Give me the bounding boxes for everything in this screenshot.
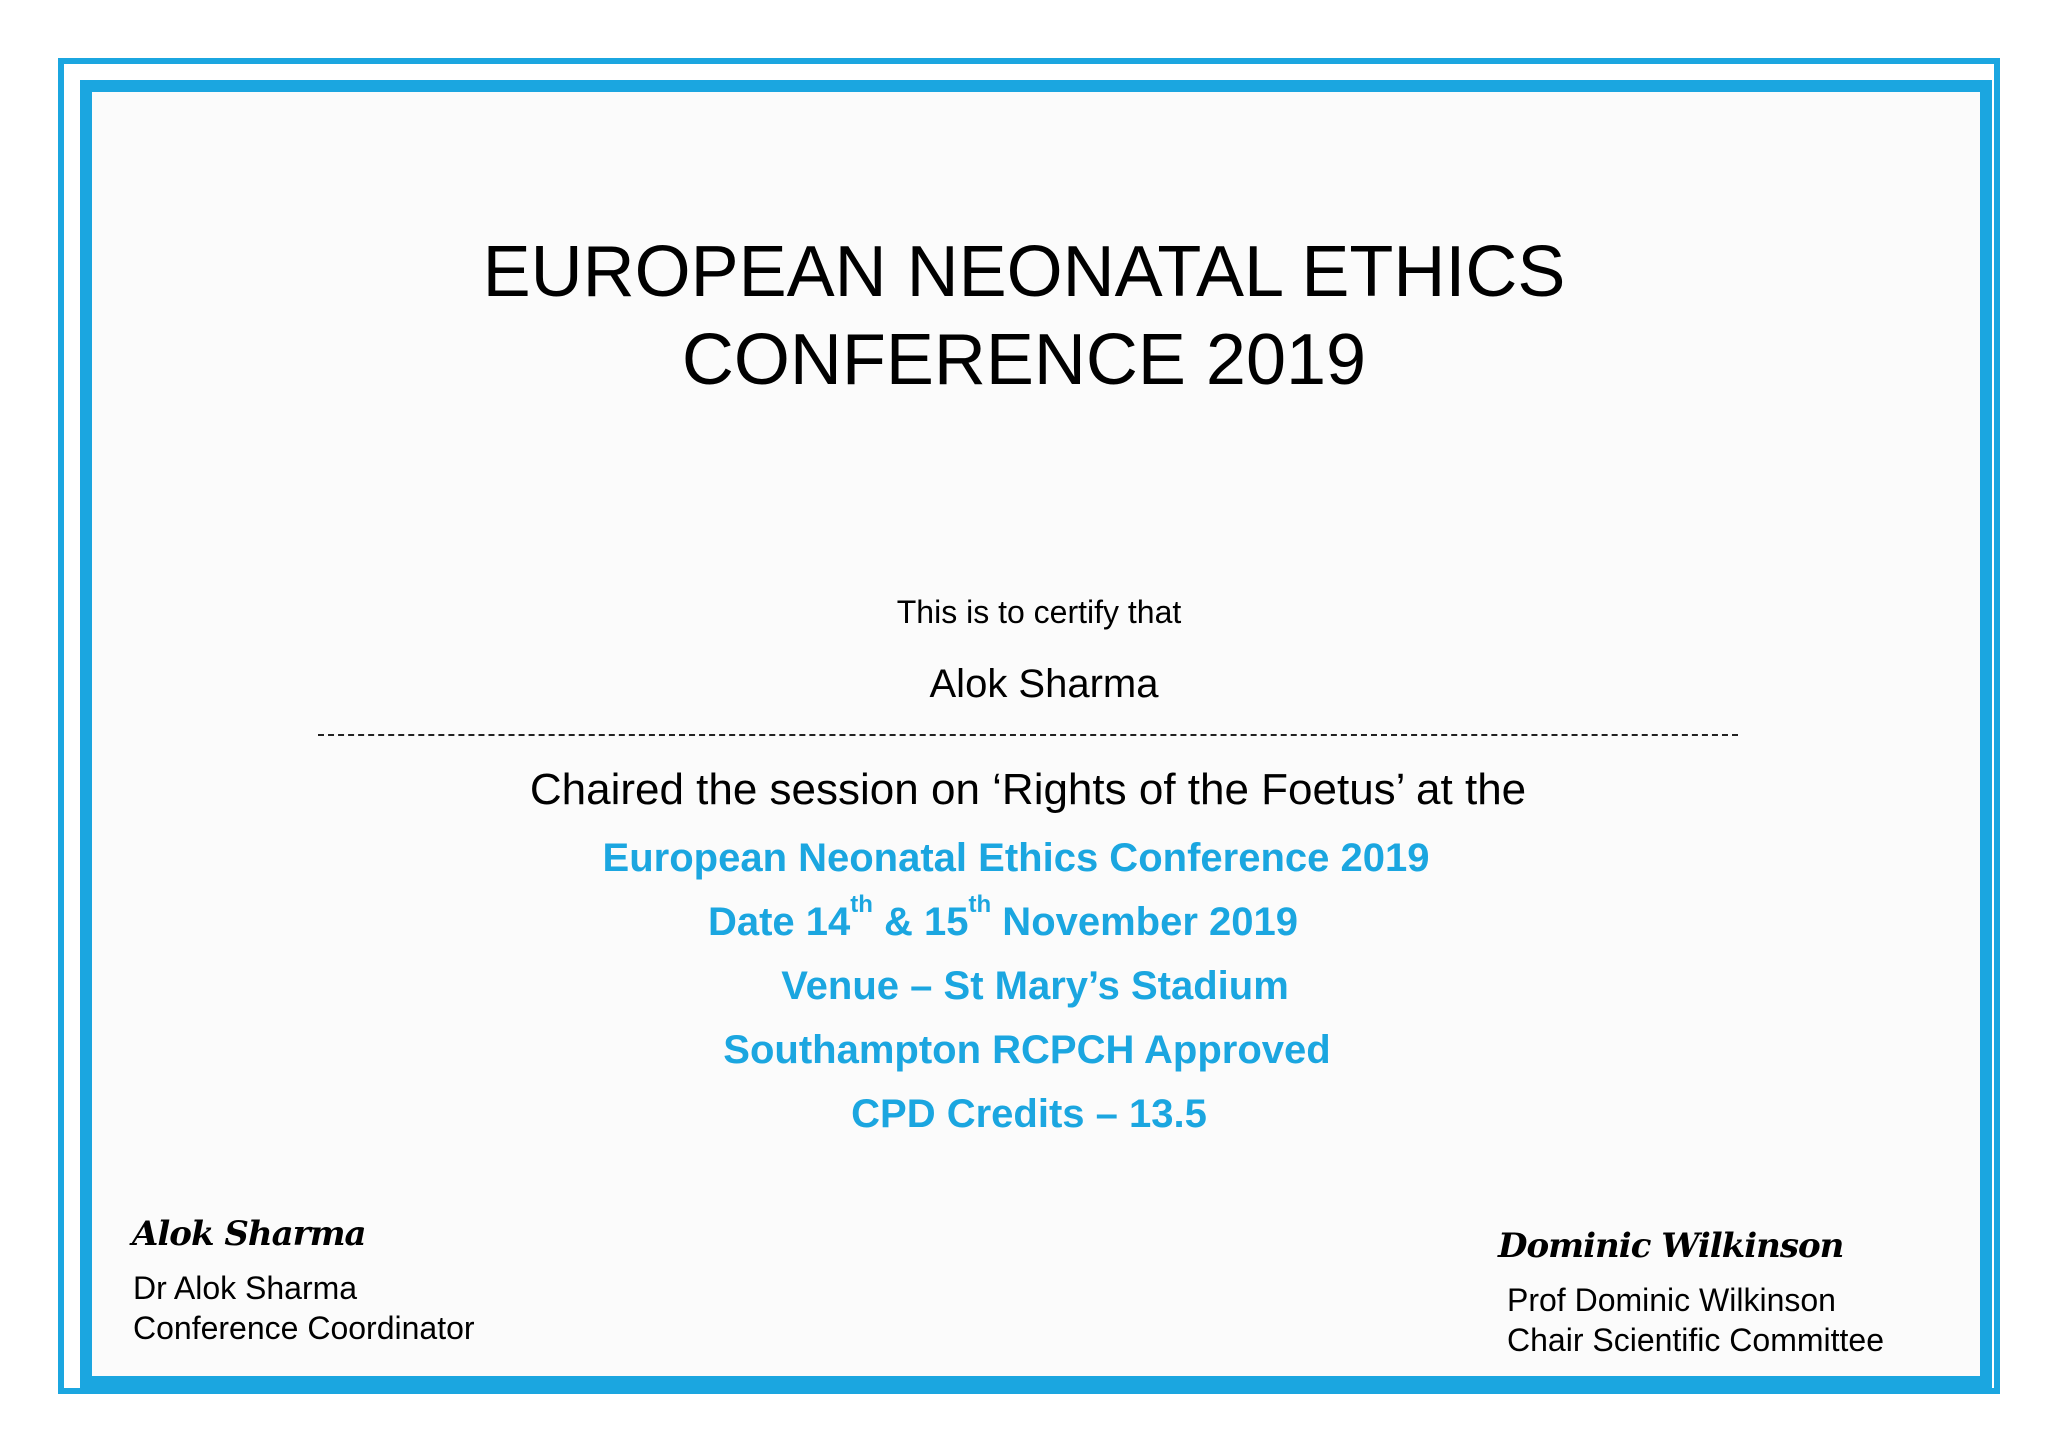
signature-right: Dominic Wilkinson [1498, 1226, 1844, 1266]
signatory-left-role: Conference Coordinator [133, 1310, 475, 1346]
signature-left: Alok Sharma [132, 1214, 366, 1254]
recipient [0, 660, 2048, 708]
chaired-statement [0, 762, 2048, 818]
date-line [0, 891, 2048, 948]
signatory-right [1507, 1280, 1884, 1360]
venue-line [0, 960, 2048, 1012]
name-underline-divider [318, 734, 1738, 736]
title-line-2: CONFERENCE 2019 [681, 320, 1367, 400]
signatory-left [133, 1268, 475, 1348]
date-middle: & 15 [872, 900, 969, 944]
conference-name: European Neonatal Ethics Conference 2019 [602, 836, 1430, 880]
certify-statement [0, 592, 2048, 632]
cpd-credits-line [0, 1088, 2048, 1140]
chaired-text: Chaired the session on ‘Rights of the Foetus’ at the [529, 765, 1527, 814]
certify-text: This is to certify that [896, 594, 1182, 630]
signatory-right-role: Chair Scientific Committee [1507, 1322, 1884, 1358]
cpd-credits-text: CPD Credits – 13.5 [851, 1092, 1207, 1136]
date-ordinal-2: th [968, 891, 992, 918]
date-ordinal-1: th [850, 891, 873, 918]
date-rest: November 2019 [991, 900, 1299, 944]
conference-name-line [0, 832, 2048, 884]
title-line-1: EUROPEAN NEONATAL ETHICS [482, 232, 1566, 312]
date-prefix: Date 14 [707, 900, 851, 944]
approval-text: Southampton RCPCH Approved [723, 1028, 1331, 1072]
signatory-left-name: Dr Alok Sharma [133, 1270, 358, 1306]
certificate-title [0, 228, 2048, 404]
venue-text: Venue – St Mary’s Stadium [781, 964, 1289, 1008]
event-date [707, 891, 1299, 944]
recipient-name: Alok Sharma [929, 662, 1159, 706]
approval-line [0, 1024, 2048, 1076]
signatory-right-name: Prof Dominic Wilkinson [1507, 1282, 1836, 1318]
